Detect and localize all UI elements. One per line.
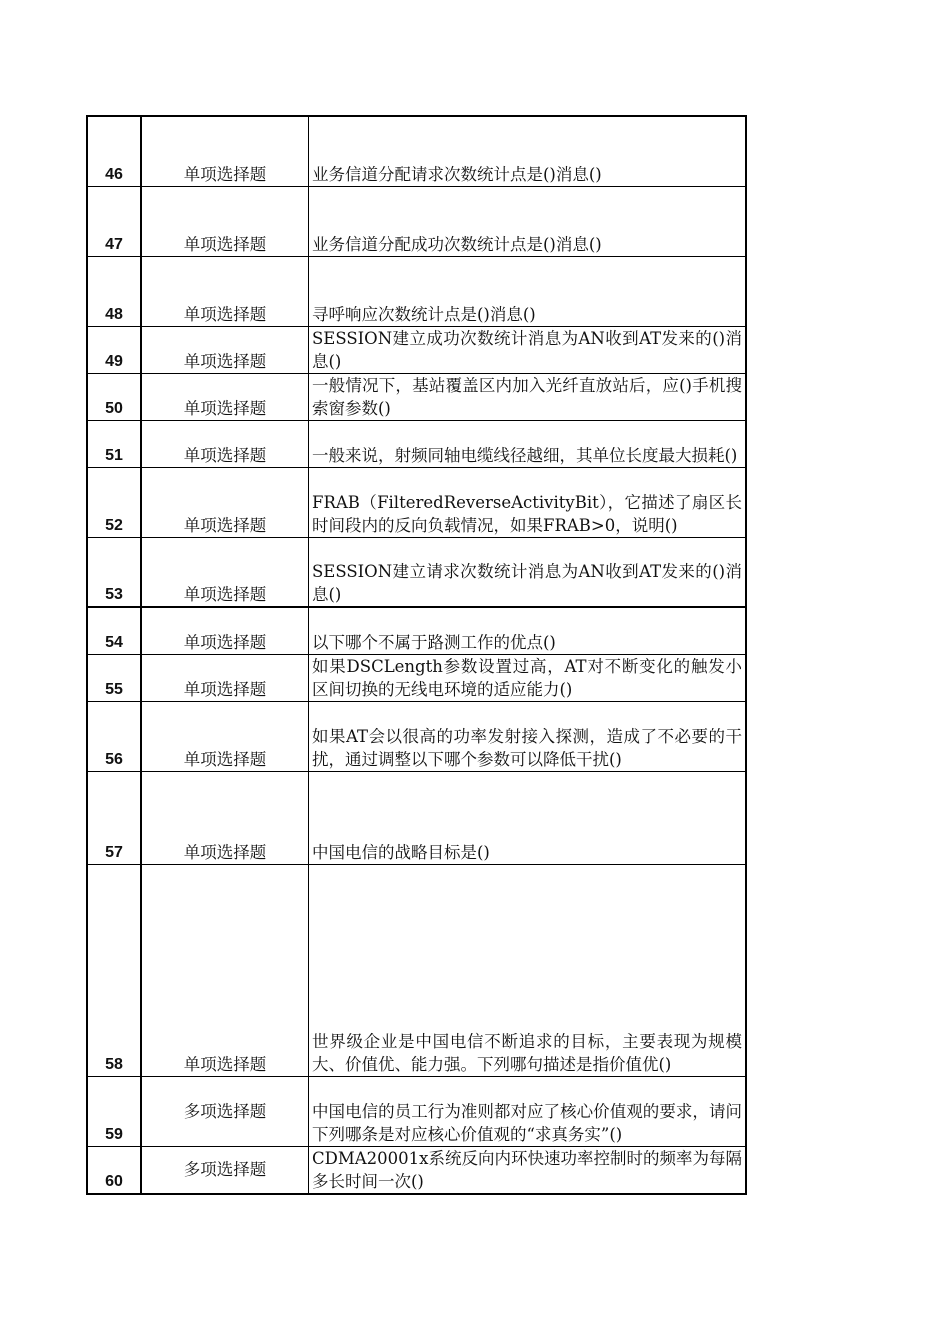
question-type: 单项选择题 xyxy=(141,186,309,256)
question-number: 55 xyxy=(87,654,141,701)
question-number: 60 xyxy=(87,1146,141,1194)
question-text: 一般来说，射频同轴电缆线径越细，其单位长度最大损耗() xyxy=(309,420,747,467)
table-row xyxy=(87,373,746,420)
question-table-body xyxy=(87,116,746,1194)
question-type: 单项选择题 xyxy=(141,701,309,771)
question-text: CDMA20001x系统反向内环快速功率控制时的频率为每隔多长时间一次() xyxy=(309,1146,747,1194)
question-type: 单项选择题 xyxy=(141,326,309,373)
question-text: FRAB（FilteredReverseActivityBit），它描述了扇区长时间段内的反向负载情况，如果FRAB>0，说明() xyxy=(309,467,747,537)
question-number: 49 xyxy=(87,326,141,373)
table-row xyxy=(87,864,746,1076)
question-number: 59 xyxy=(87,1076,141,1146)
question-type: 单项选择题 xyxy=(141,607,309,654)
table-row xyxy=(87,654,746,701)
question-number: 56 xyxy=(87,701,141,771)
question-number: 46 xyxy=(87,116,141,186)
question-type: 多项选择题 xyxy=(141,1076,309,1146)
question-number: 48 xyxy=(87,256,141,326)
question-text: 业务信道分配请求次数统计点是()消息() xyxy=(309,116,747,186)
question-type: 单项选择题 xyxy=(141,373,309,420)
question-type: 单项选择题 xyxy=(141,256,309,326)
question-text: 寻呼响应次数统计点是()消息() xyxy=(309,256,747,326)
question-type: 单项选择题 xyxy=(141,771,309,864)
question-type: 单项选择题 xyxy=(141,864,309,1076)
question-text: SESSION建立请求次数统计消息为AN收到AT发来的()消息() xyxy=(309,537,747,607)
question-number: 57 xyxy=(87,771,141,864)
table-row xyxy=(87,116,746,186)
table-row xyxy=(87,537,746,607)
question-type: 单项选择题 xyxy=(141,420,309,467)
table-row xyxy=(87,771,746,864)
question-number: 54 xyxy=(87,607,141,654)
table-row xyxy=(87,1146,746,1194)
question-type: 单项选择题 xyxy=(141,467,309,537)
table-row xyxy=(87,326,746,373)
question-text: 世界级企业是中国电信不断追求的目标，主要表现为规模大、价值优、能力强。下列哪句描述是指价值优() xyxy=(309,864,747,1076)
question-number: 50 xyxy=(87,373,141,420)
question-type: 单项选择题 xyxy=(141,537,309,607)
table-row xyxy=(87,467,746,537)
question-type: 单项选择题 xyxy=(141,654,309,701)
question-text: SESSION建立成功次数统计消息为AN收到AT发来的()消息() xyxy=(309,326,747,373)
question-table xyxy=(86,115,747,1195)
question-number: 58 xyxy=(87,864,141,1076)
question-number: 52 xyxy=(87,467,141,537)
table-row xyxy=(87,607,746,654)
table-row xyxy=(87,256,746,326)
question-text: 中国电信的战略目标是() xyxy=(309,771,747,864)
question-type: 多项选择题 xyxy=(141,1146,309,1194)
question-text: 以下哪个不属于路测工作的优点() xyxy=(309,607,747,654)
question-text: 中国电信的员工行为准则都对应了核心价值观的要求，请问下列哪条是对应核心价值观的“求真务实”() xyxy=(309,1076,747,1146)
question-text: 一般情况下，基站覆盖区内加入光纤直放站后，应()手机搜索窗参数() xyxy=(309,373,747,420)
question-type: 单项选择题 xyxy=(141,116,309,186)
question-number: 47 xyxy=(87,186,141,256)
table-row xyxy=(87,186,746,256)
question-text: 如果AT会以很高的功率发射接入探测，造成了不必要的干扰，通过调整以下哪个参数可以降低干扰() xyxy=(309,701,747,771)
table-row xyxy=(87,1076,746,1146)
question-number: 51 xyxy=(87,420,141,467)
question-text: 业务信道分配成功次数统计点是()消息() xyxy=(309,186,747,256)
question-text: 如果DSCLength参数设置过高，AT对不断变化的触发小区间切换的无线电环境的适应能力() xyxy=(309,654,747,701)
question-number: 53 xyxy=(87,537,141,607)
table-row xyxy=(87,701,746,771)
table-row xyxy=(87,420,746,467)
